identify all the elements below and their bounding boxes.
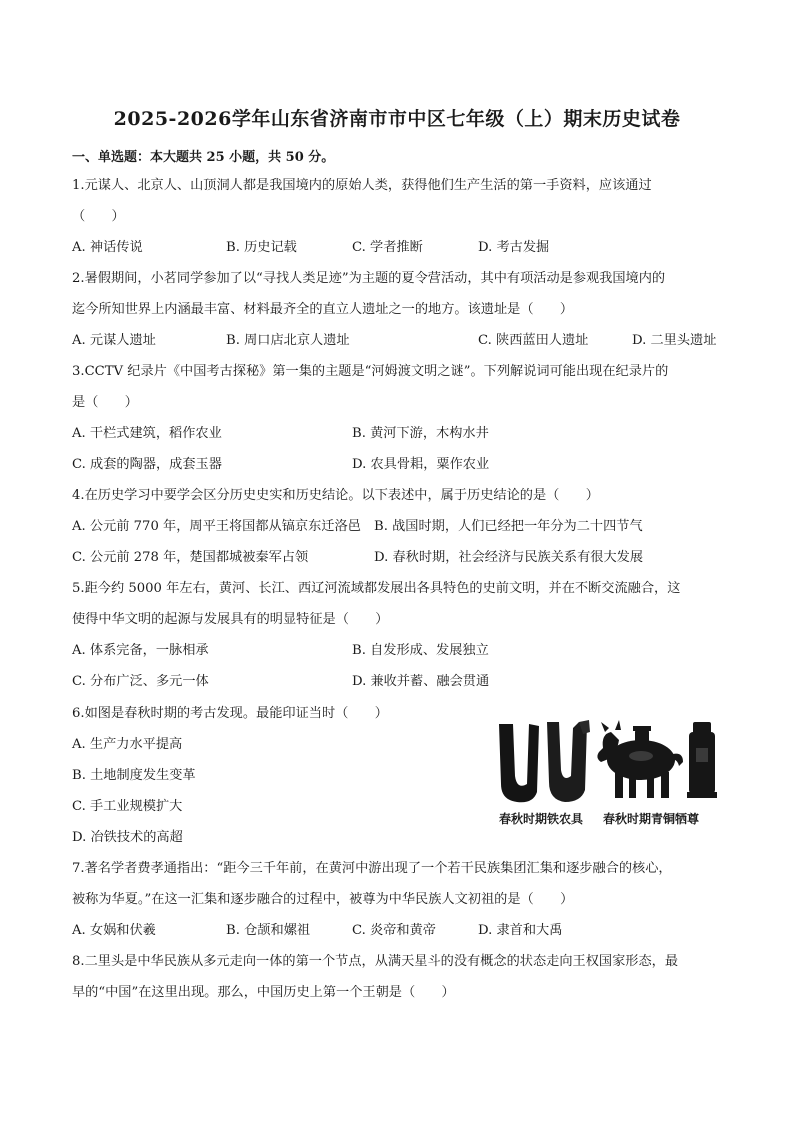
- option-d[interactable]: D. 考古发掘: [478, 240, 550, 255]
- option-a[interactable]: A. 女娲和伏羲: [72, 923, 156, 938]
- option-d[interactable]: D. 二里头遗址: [632, 333, 717, 348]
- question-text: 2.暑假期间，小茗同学参加了以“寻找人类足迹”为主题的夏令营活动，其中有项活动是参观我国境内的: [72, 271, 666, 286]
- option-a[interactable]: A. 体系完备，一脉相承: [72, 643, 209, 658]
- option-d[interactable]: D. 兼收并蓄、融会贯通: [352, 674, 490, 689]
- figure-caption-right: 春秋时期青铜牺尊: [603, 812, 700, 826]
- question-4: [72, 480, 720, 573]
- option-b[interactable]: B. 仓颉和嫘祖: [226, 923, 311, 938]
- option-b[interactable]: B. 战国时期，人们已经把一年分为二十四节气: [374, 519, 643, 534]
- question-text: （ ）: [72, 209, 125, 224]
- question-text: 早的“中国”在这里出现。那么，中国历史上第一个王朝是（ ）: [72, 985, 455, 1000]
- option-d[interactable]: D. 春秋时期，社会经济与民族关系有很大发展: [374, 550, 644, 565]
- options-row: [72, 418, 720, 449]
- option-c[interactable]: C. 炎帝和黄帝: [352, 923, 436, 938]
- options-row: [72, 915, 720, 946]
- question-text: 3.CCTV 纪录片《中国考古探秘》第一集的主题是“河姆渡文明之谜”。下列解说词可能出现在纪录片的: [72, 364, 669, 379]
- question-6-figure: [493, 718, 723, 833]
- option-c[interactable]: C. 手工业规模扩大: [72, 799, 183, 814]
- options-row: [72, 511, 720, 542]
- question-1: [72, 170, 720, 263]
- options-row: [72, 232, 720, 263]
- option-a[interactable]: A. 干栏式建筑，稻作农业: [72, 426, 222, 441]
- iron-tool-left: [499, 724, 539, 802]
- iron-tools-and-bronze-zun-image: [493, 718, 723, 808]
- iron-tool-right: [547, 722, 587, 802]
- option-a[interactable]: A. 生产力水平提高: [72, 737, 183, 752]
- option-b[interactable]: B. 周口店北京人遗址: [226, 333, 350, 348]
- option-c[interactable]: C. 分布广泛、多元一体: [72, 674, 209, 689]
- question-text: 8.二里头是中华民族从多元走向一体的第一个节点，从满天星斗的没有概念的状态走向王权国家形态，最: [72, 954, 679, 969]
- option-d[interactable]: D. 农具骨耜，粟作农业: [352, 457, 490, 472]
- question-text: 1.元谋人、北京人、山顶洞人都是我国境内的原始人类，获得他们生产生活的第一手资料，应该通过: [72, 178, 652, 193]
- option-c[interactable]: C. 陕西蓝田人遗址: [478, 333, 589, 348]
- question-text: 5.距今约 5000 年左右，黄河、长江、西辽河流域都发展出各具特色的史前文明，并在不断交流融合，这: [72, 581, 681, 596]
- options-row: [72, 666, 720, 697]
- option-a[interactable]: A. 元谋人遗址: [72, 333, 156, 348]
- option-c[interactable]: C. 学者推断: [352, 240, 423, 255]
- question-text: 被称为华夏。”在这一汇集和逐步融合的过程中，被尊为中华民族人文初祖的是（ ）: [72, 892, 574, 907]
- question-5: [72, 573, 720, 697]
- option-b[interactable]: B. 土地制度发生变革: [72, 768, 196, 783]
- question-text: 4.在历史学习中要学会区分历史史实和历史结论。以下表述中，属于历史结论的是（ ）: [72, 488, 599, 503]
- question-6: [72, 698, 492, 853]
- question-2: [72, 263, 720, 356]
- option-b[interactable]: B. 自发形成、发展独立: [352, 643, 489, 658]
- options-row: [72, 325, 720, 356]
- page-title: 2025-2026学年山东省济南市市中区七年级（上）期末历史试卷: [113, 108, 681, 130]
- options-row: [72, 542, 720, 573]
- options-row: [72, 635, 720, 666]
- question-text: 7.著名学者费孝通指出：“距今三千年前，在黄河中游出现了一个若干民族集团汇集和逐步融合的核心，: [72, 861, 672, 876]
- option-a[interactable]: A. 公元前 770 年，周平王将国都从镐京东迁洛邑: [72, 519, 361, 534]
- question-text: 是（ ）: [72, 395, 138, 410]
- option-d[interactable]: D. 冶铁技术的高超: [72, 830, 183, 845]
- option-b[interactable]: B. 黄河下游，木构水井: [352, 426, 489, 441]
- question-8: [72, 946, 720, 1008]
- options-row: [72, 449, 720, 480]
- option-b[interactable]: B. 历史记载: [226, 240, 297, 255]
- option-d[interactable]: D. 隶首和大禹: [478, 923, 563, 938]
- option-c[interactable]: C. 成套的陶器，成套玉器: [72, 457, 222, 472]
- question-text: 迄今所知世界上内涵最丰富、材料最齐全的直立人遗址之一的地方。该遗址是（ ）: [72, 302, 574, 317]
- question-text: 使得中华文明的起源与发展具有的明显特征是（ ）: [72, 612, 389, 627]
- option-a[interactable]: A. 神话传说: [72, 240, 143, 255]
- question-7: [72, 853, 720, 946]
- figure-caption-left: 春秋时期铁农具: [499, 812, 584, 826]
- section-header: 一、单选题：本大题共 25 小题，共 50 分。: [72, 150, 335, 165]
- question-text: 6.如图是春秋时期的考古发现。最能印证当时（ ）: [72, 706, 388, 721]
- question-3: [72, 356, 720, 480]
- option-c[interactable]: C. 公元前 278 年，楚国都城被秦军占领: [72, 550, 309, 565]
